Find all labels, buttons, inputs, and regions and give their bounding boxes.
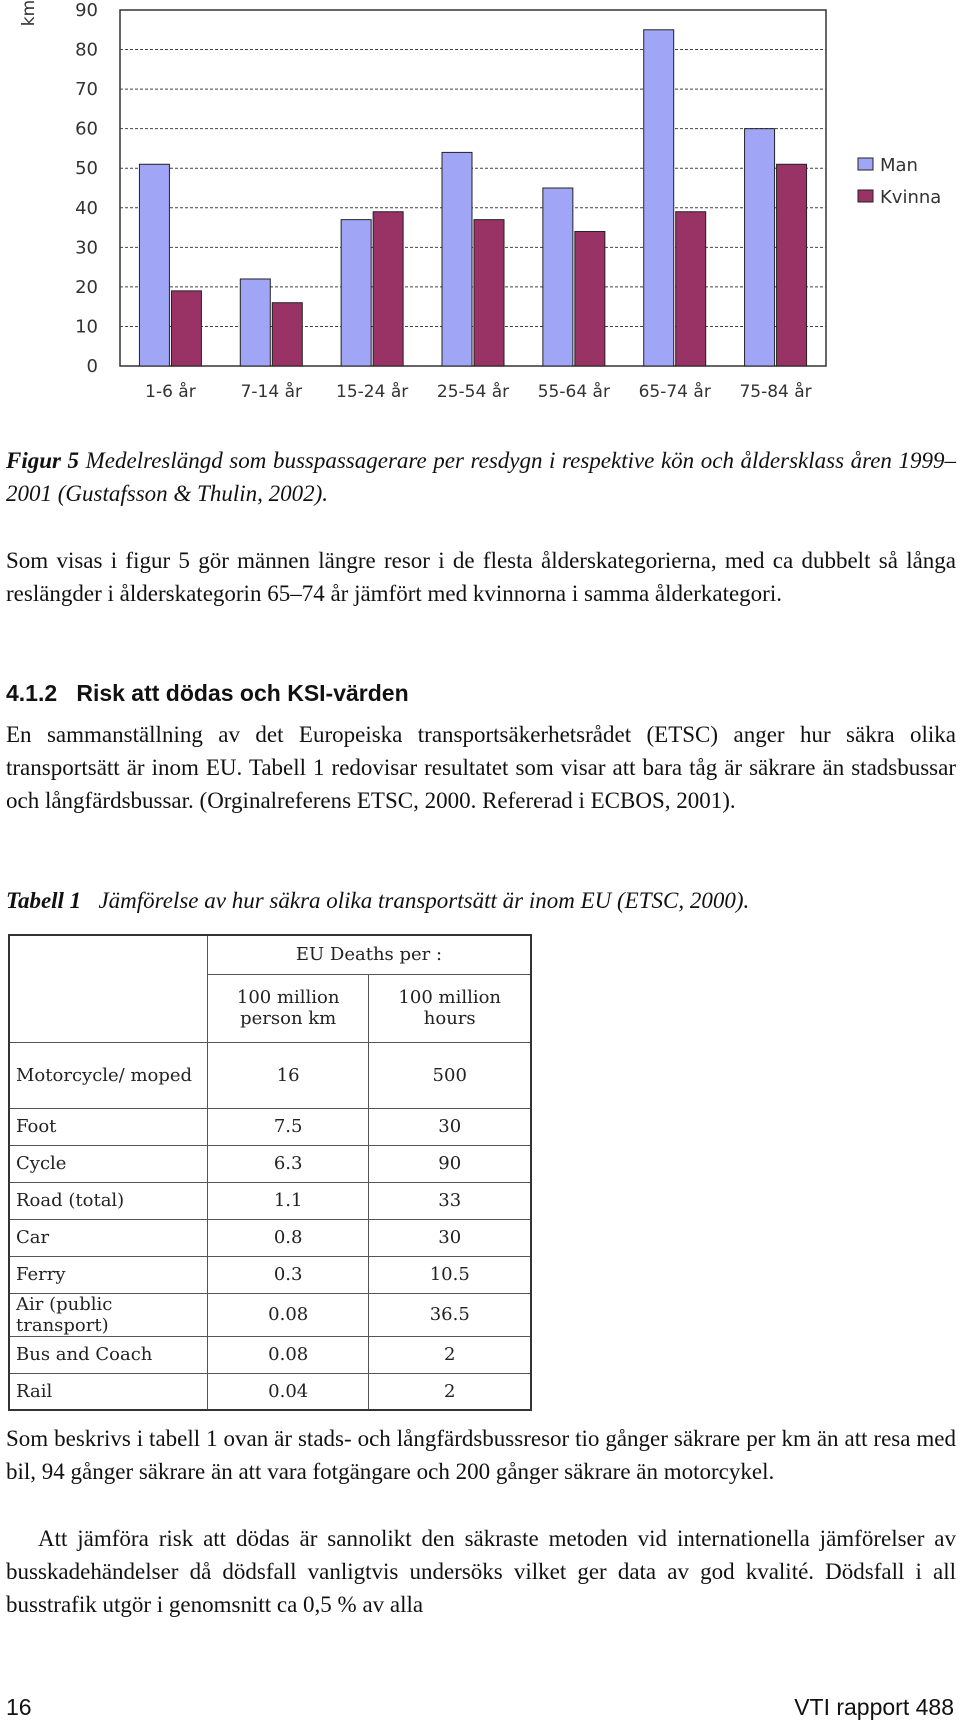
paragraph-1: Som visas i figur 5 gör männen längre resor i de flesta ålderskategorierna, med ca dubbelt så långa reslängder i ålderskategorin 65–74 år jämfört med kvinnorna i samma ålderkategori. bbox=[6, 548, 956, 606]
cell-hours: 2 bbox=[369, 1373, 531, 1410]
cell-hours: 2 bbox=[369, 1336, 531, 1373]
bar-kvinna bbox=[272, 303, 302, 366]
table-row bbox=[9, 1293, 531, 1336]
row-label: Car bbox=[9, 1219, 207, 1256]
bar-man bbox=[543, 188, 573, 366]
cell-hours: 90 bbox=[369, 1145, 531, 1182]
table-group-header: EU Deaths per : bbox=[207, 935, 531, 974]
table-row bbox=[9, 1336, 531, 1373]
y-tick-label: 70 bbox=[75, 79, 98, 101]
cell-hours: 33 bbox=[369, 1182, 531, 1219]
table-row bbox=[9, 1108, 531, 1145]
column-header-hours: 100 million hours bbox=[369, 974, 531, 1042]
y-tick-label: 80 bbox=[75, 39, 98, 61]
bar-man bbox=[745, 129, 775, 366]
x-tick-label: 15-24 år bbox=[336, 382, 409, 402]
paragraph-4: Att jämföra risk att dödas är sannolikt den säkraste metoden vid internationella jämförelser av busskadehändelser då dödsfall vanligtvis undersöks vilket ger data av god kvalité. Dödsfall i all busstrafik utgör i genomsnitt ca 0,5 % av alla bbox=[6, 1526, 956, 1617]
section-heading bbox=[6, 680, 409, 707]
table-row bbox=[9, 1182, 531, 1219]
report-name: VTI rapport 488 bbox=[794, 1694, 954, 1720]
row-label: Air (public transport) bbox=[9, 1293, 207, 1336]
cell-hours: 30 bbox=[369, 1108, 531, 1145]
cell-hours: 10.5 bbox=[369, 1256, 531, 1293]
bar-kvinna bbox=[373, 212, 403, 366]
row-label: Motorcycle/ moped bbox=[9, 1042, 207, 1108]
legend-swatch bbox=[858, 158, 873, 170]
cell-hours: 36.5 bbox=[369, 1293, 531, 1336]
y-tick-label: 20 bbox=[75, 276, 98, 298]
table-row bbox=[9, 1256, 531, 1293]
cell-km: 7.5 bbox=[207, 1108, 369, 1145]
figure-caption-text: Medelreslängd som busspassagerare per resdygn i respektive kön och åldersklass åren 1999–2001 (Gustafsson & Thulin, 2002). bbox=[6, 448, 956, 506]
legend-swatch bbox=[858, 190, 873, 202]
legend-label: Man bbox=[880, 155, 918, 176]
bar-kvinna bbox=[575, 232, 605, 366]
table-corner-cell bbox=[9, 935, 207, 1042]
paragraph-3: Som beskrivs i tabell 1 ovan är stads- och långfärdsbussresor tio gånger säkrare per km än att resa med bil, 94 gånger säkrare än att vara fotgängare och 200 gånger säkrare än motorcykel. bbox=[6, 1426, 956, 1484]
y-tick-label: 40 bbox=[75, 197, 98, 219]
paragraph-2: En sammanställning av det Europeiska transportsäkerhetsrådet (ETSC) anger hur säkra olika transportsätt är inom EU. Tabell 1 redovisar resultatet som visar att bara tåg är säkrare än stadsbussar och långfärdsbussar. (Orginalreferens ETSC, 2000. Refererad i ECBOS, 2001). bbox=[6, 722, 956, 813]
comparison-table bbox=[8, 934, 532, 1411]
chart bbox=[0, 0, 960, 415]
cell-hours: 500 bbox=[369, 1042, 531, 1108]
cell-km: 0.08 bbox=[207, 1336, 369, 1373]
row-label: Bus and Coach bbox=[9, 1336, 207, 1373]
row-label: Rail bbox=[9, 1373, 207, 1410]
y-tick-label: 50 bbox=[75, 158, 98, 180]
row-label: Foot bbox=[9, 1108, 207, 1145]
x-tick-label: 7-14 år bbox=[240, 382, 302, 402]
table-row bbox=[9, 1219, 531, 1256]
cell-km: 16 bbox=[207, 1042, 369, 1108]
x-tick-label: 55-64 år bbox=[537, 382, 610, 402]
bar-man bbox=[341, 220, 371, 366]
row-label: Ferry bbox=[9, 1256, 207, 1293]
cell-km: 0.3 bbox=[207, 1256, 369, 1293]
table-row bbox=[9, 1373, 531, 1410]
table-caption-text: Jämförelse av hur säkra olika transportsätt är inom EU (ETSC, 2000). bbox=[98, 888, 750, 913]
row-label: Road (total) bbox=[9, 1182, 207, 1219]
y-tick-label: 60 bbox=[75, 118, 98, 140]
x-tick-label: 75-84 år bbox=[739, 382, 812, 402]
bar-kvinna bbox=[676, 212, 706, 366]
cell-km: 0.8 bbox=[207, 1219, 369, 1256]
row-label: Cycle bbox=[9, 1145, 207, 1182]
bar-kvinna bbox=[171, 291, 201, 366]
figure-caption bbox=[6, 444, 956, 510]
bar-kvinna bbox=[474, 220, 504, 366]
y-tick-label: 0 bbox=[86, 356, 98, 377]
legend-label: Kvinna bbox=[880, 187, 942, 208]
section-number: 4.1.2 bbox=[6, 680, 58, 706]
plot-area bbox=[120, 10, 826, 366]
figure-caption-label: Figur 5 bbox=[6, 448, 80, 473]
table-row bbox=[9, 1145, 531, 1182]
cell-km: 0.08 bbox=[207, 1293, 369, 1336]
cell-km: 0.04 bbox=[207, 1373, 369, 1410]
bar-man bbox=[240, 279, 270, 366]
cell-km: 1.1 bbox=[207, 1182, 369, 1219]
y-tick-label: 10 bbox=[75, 316, 98, 338]
y-axis-label: km bbox=[19, 0, 39, 27]
page-number: 16 bbox=[6, 1694, 32, 1720]
y-tick-label: 90 bbox=[75, 0, 98, 21]
bar-man bbox=[139, 164, 169, 366]
section-title: Risk att dödas och KSI-värden bbox=[76, 680, 409, 706]
x-tick-label: 1-6 år bbox=[145, 382, 196, 402]
column-header-km: 100 million person km bbox=[207, 974, 369, 1042]
bar-man bbox=[644, 30, 674, 366]
table-row bbox=[9, 1042, 531, 1108]
cell-hours: 30 bbox=[369, 1219, 531, 1256]
table-caption-label: Tabell 1 bbox=[6, 888, 82, 913]
x-tick-label: 65-74 år bbox=[638, 382, 711, 402]
bar-man bbox=[442, 152, 472, 366]
bar-kvinna bbox=[777, 164, 807, 366]
x-tick-label: 25-54 år bbox=[436, 382, 510, 402]
y-tick-label: 30 bbox=[75, 237, 98, 259]
cell-km: 6.3 bbox=[207, 1145, 369, 1182]
table-caption bbox=[6, 884, 956, 917]
